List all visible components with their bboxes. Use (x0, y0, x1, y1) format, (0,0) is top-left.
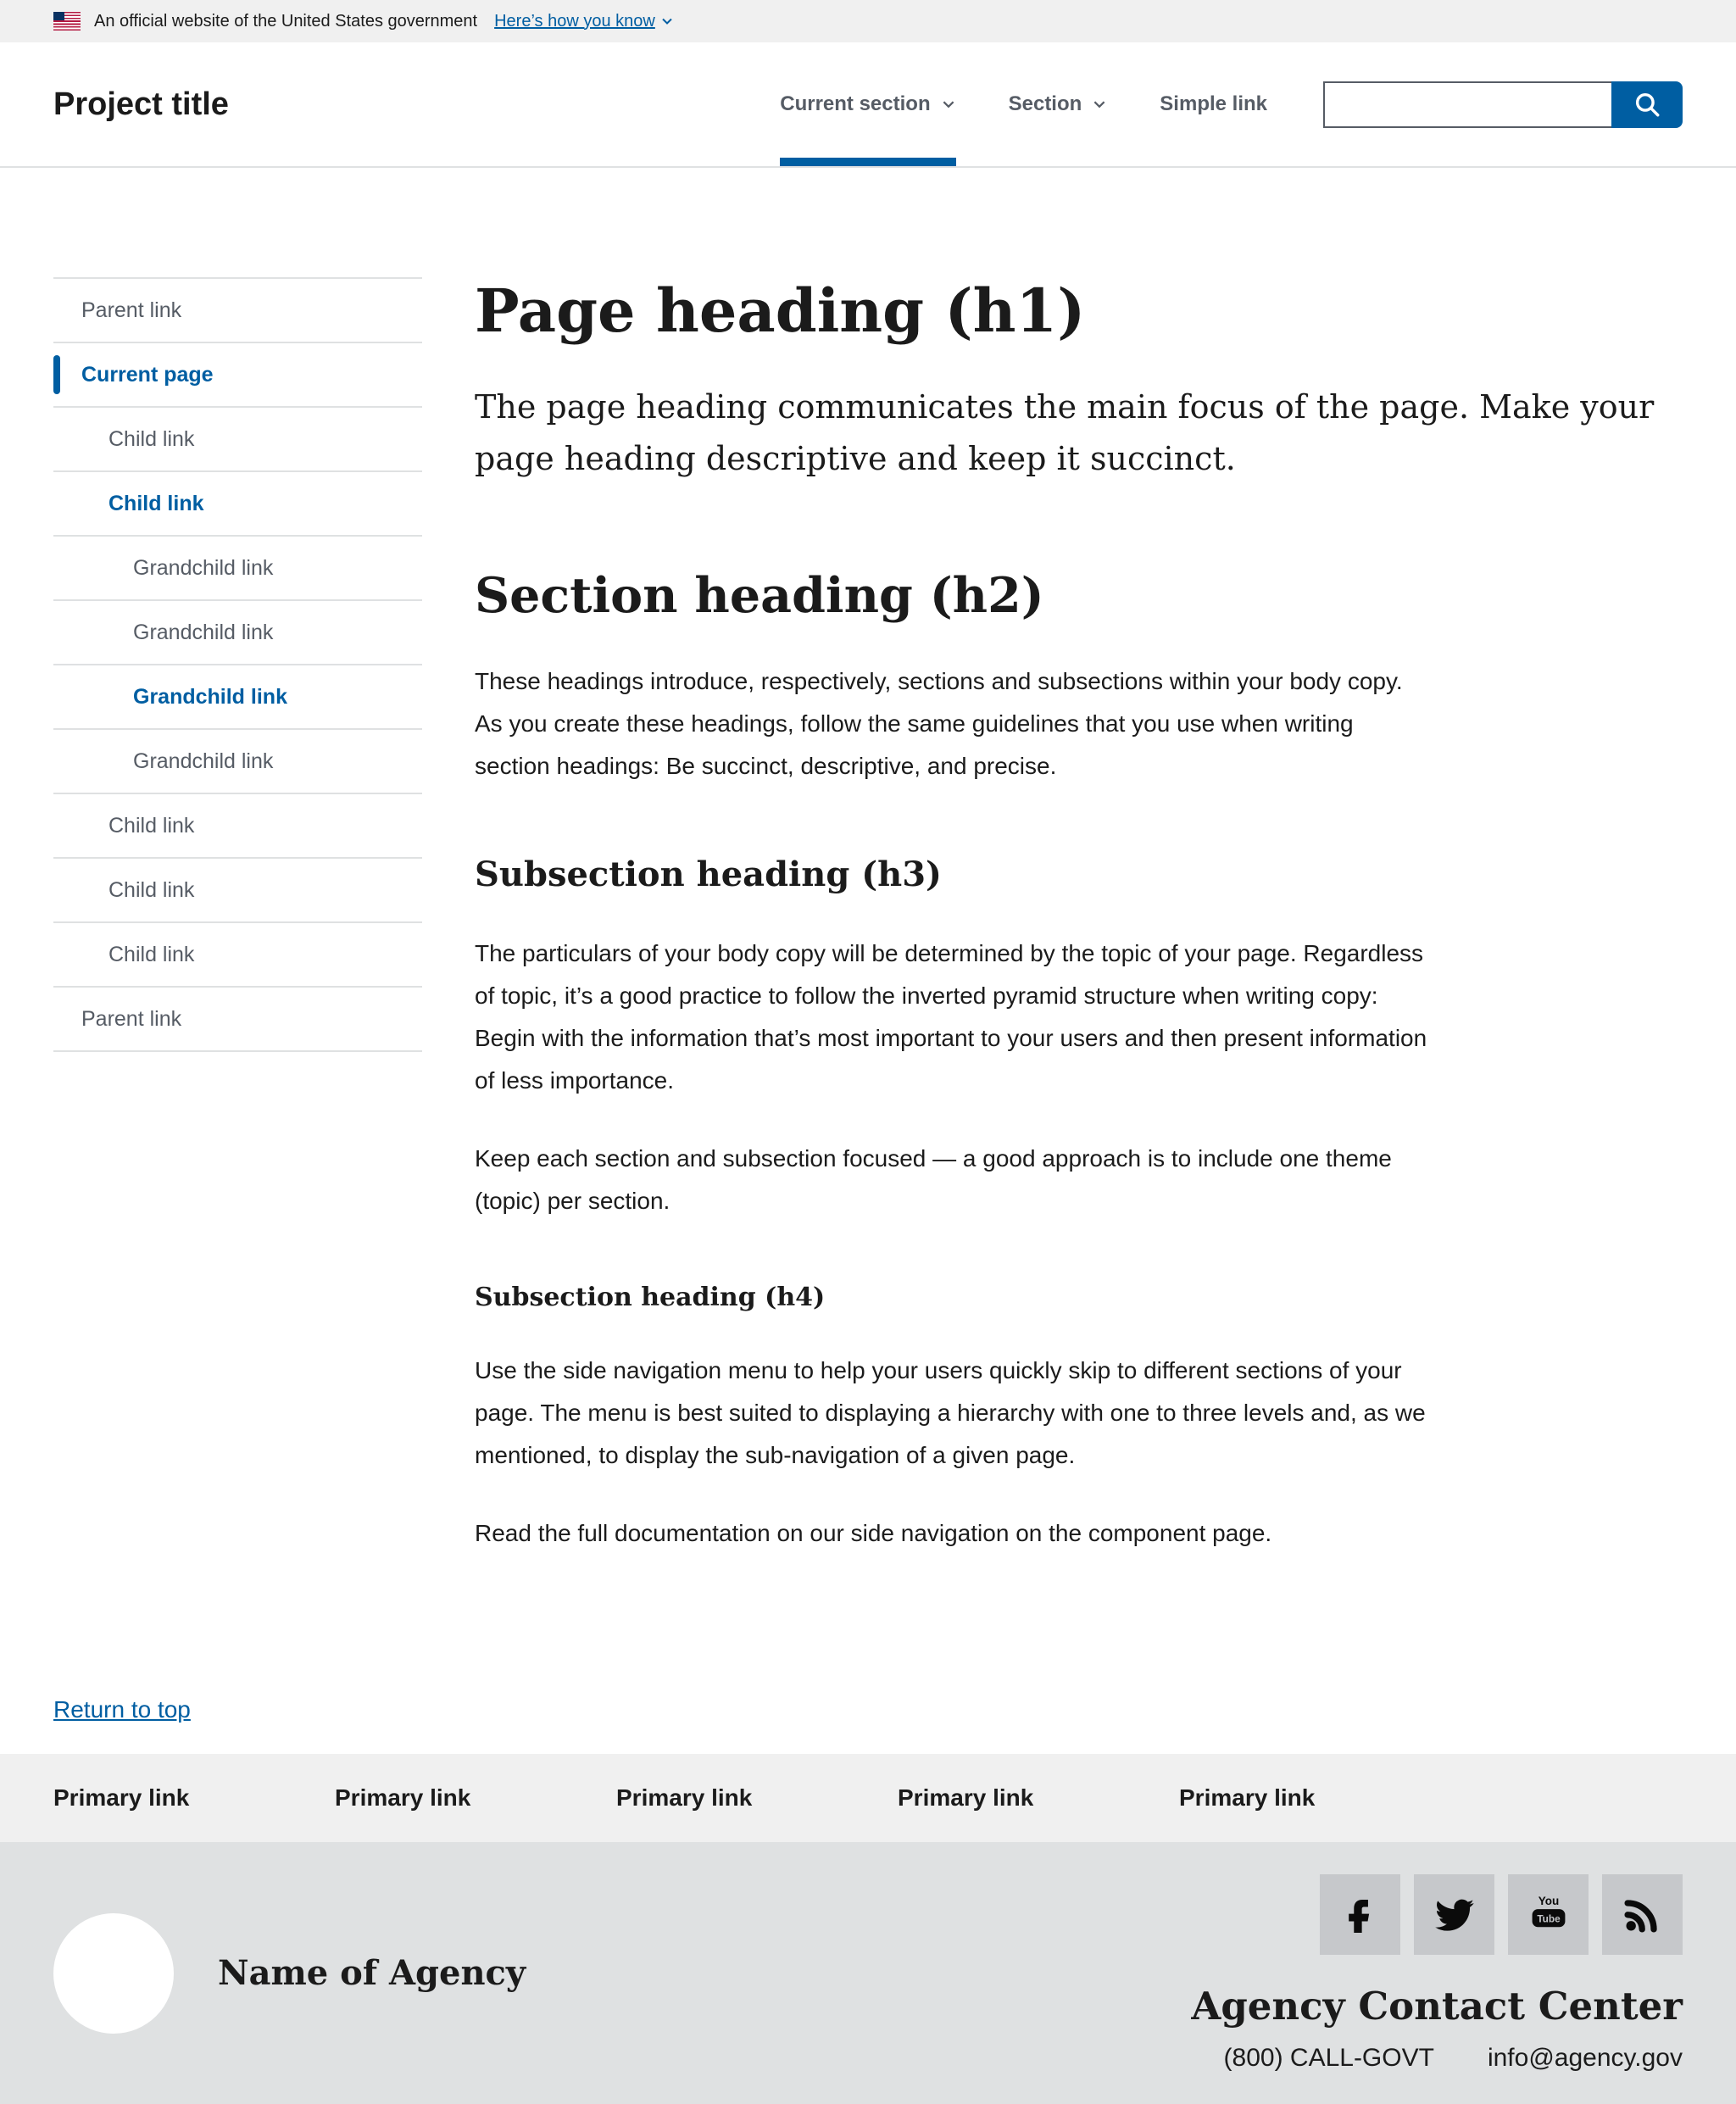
sidenav-current-page[interactable]: Current page (53, 342, 422, 406)
sidenav-grandchild-link[interactable]: Grandchild link (53, 535, 422, 599)
sidenav-child-link[interactable]: Child link (53, 406, 422, 470)
sidenav-grandchild-link[interactable]: Grandchild link (53, 728, 422, 793)
chevron-down-icon (941, 97, 956, 112)
gov-banner (0, 0, 1736, 42)
footer-primary-nav (0, 1754, 1736, 1842)
page-content (0, 168, 1736, 1754)
svg-text:Tube: Tube (1536, 1912, 1561, 1925)
us-flag-icon (53, 12, 81, 31)
page-heading-h1: Page heading (h1) (475, 276, 1086, 346)
social-links (1320, 1874, 1683, 1955)
site-title: Project title (53, 86, 229, 122)
footer-primary-link[interactable]: Primary link (898, 1784, 1034, 1811)
site-header (0, 42, 1736, 168)
search-button[interactable] (1611, 81, 1683, 128)
agency-identity (53, 1913, 526, 2034)
footer-primary-link[interactable]: Primary link (1179, 1784, 1316, 1811)
contact-center-heading: Agency Contact Center (1191, 1983, 1683, 2029)
contact-info (1224, 2044, 1683, 2073)
paragraph: Read the full documentation on our side navigation on the component page. (475, 1519, 1272, 1546)
rss-icon[interactable] (1602, 1874, 1683, 1955)
footer-primary-link[interactable]: Primary link (616, 1784, 753, 1811)
sidenav-parent-link[interactable]: Parent link (53, 986, 422, 1052)
sidenav-grandchild-link-active[interactable]: Grandchild link (53, 664, 422, 728)
search-input[interactable] (1323, 81, 1611, 128)
paragraph: Use the side navigation menu to help your users quickly skip to different sections of your page. The menu is best suited to displaying a hierarchy with one to three levels and, as we mentioned, to display the sub-navigation of a given page. (475, 1357, 1426, 1469)
search-icon (1633, 90, 1661, 119)
intro-paragraph: The page heading communicates the main focus of the page. Make your page heading descriptive and keep it succinct. (475, 387, 1655, 478)
footer-primary-link[interactable]: Primary link (53, 1784, 190, 1811)
facebook-icon[interactable] (1320, 1874, 1400, 1955)
sidenav-child-link[interactable]: Child link (53, 857, 422, 921)
primary-nav (780, 42, 1267, 166)
return-to-top-link[interactable]: Return to top (53, 1696, 191, 1723)
sidenav-child-link[interactable]: Child link (53, 793, 422, 857)
svg-text:You: You (1538, 1895, 1559, 1908)
contact-email-link[interactable]: info@agency.gov (1487, 2043, 1683, 2072)
nav-item-simple-link[interactable]: Simple link (1160, 92, 1267, 115)
contact-phone-link[interactable]: (800) CALL-GOVT (1223, 2043, 1434, 2072)
paragraph: Keep each section and subsection focused — a good approach is to include one theme (topic) per section. (475, 1144, 1392, 1214)
section-heading-h2: Section heading (h2) (475, 566, 1044, 624)
banner-how-link[interactable]: Here’s how you know (494, 12, 674, 31)
twitter-icon[interactable] (1414, 1874, 1494, 1955)
agency-logo (53, 1913, 174, 2034)
footer-secondary (0, 1842, 1736, 2104)
sidenav-parent-link[interactable]: Parent link (53, 277, 422, 342)
sidenav-child-link[interactable]: Child link (53, 921, 422, 986)
search-form (1323, 81, 1683, 128)
subsection-heading-h4: Subsection heading (h4) (475, 1283, 826, 1313)
nav-item-section[interactable]: Section (1009, 42, 1108, 166)
side-navigation (53, 277, 422, 1555)
banner-text: An official website of the United States government (94, 11, 478, 31)
paragraph: These headings introduce, respectively, sections and subsections within your body copy. As you create these headings, follow the same guidelines that you use when writing section headings: Be succinct, descriptive, and precise. (475, 667, 1403, 779)
agency-name: Name of Agency (218, 1953, 526, 1993)
nav-item-current-section[interactable]: Current section (780, 42, 955, 166)
paragraph: The particulars of your body copy will be determined by the topic of your page. Regardless of topic, it’s a good practice to follow the inverted pyramid structure when writing copy: Begin with the information that’s most important to your users and then present information of less importance. (475, 940, 1427, 1094)
chevron-down-icon (1092, 97, 1107, 112)
sidenav-grandchild-link[interactable]: Grandchild link (53, 599, 422, 664)
footer-primary-link[interactable]: Primary link (335, 1784, 471, 1811)
sidenav-child-link-active[interactable]: Child link (53, 470, 422, 535)
subsection-heading-h3: Subsection heading (h3) (475, 854, 942, 895)
chevron-down-icon (660, 14, 674, 28)
youtube-icon[interactable] (1508, 1874, 1589, 1955)
main-column (475, 277, 1683, 1555)
